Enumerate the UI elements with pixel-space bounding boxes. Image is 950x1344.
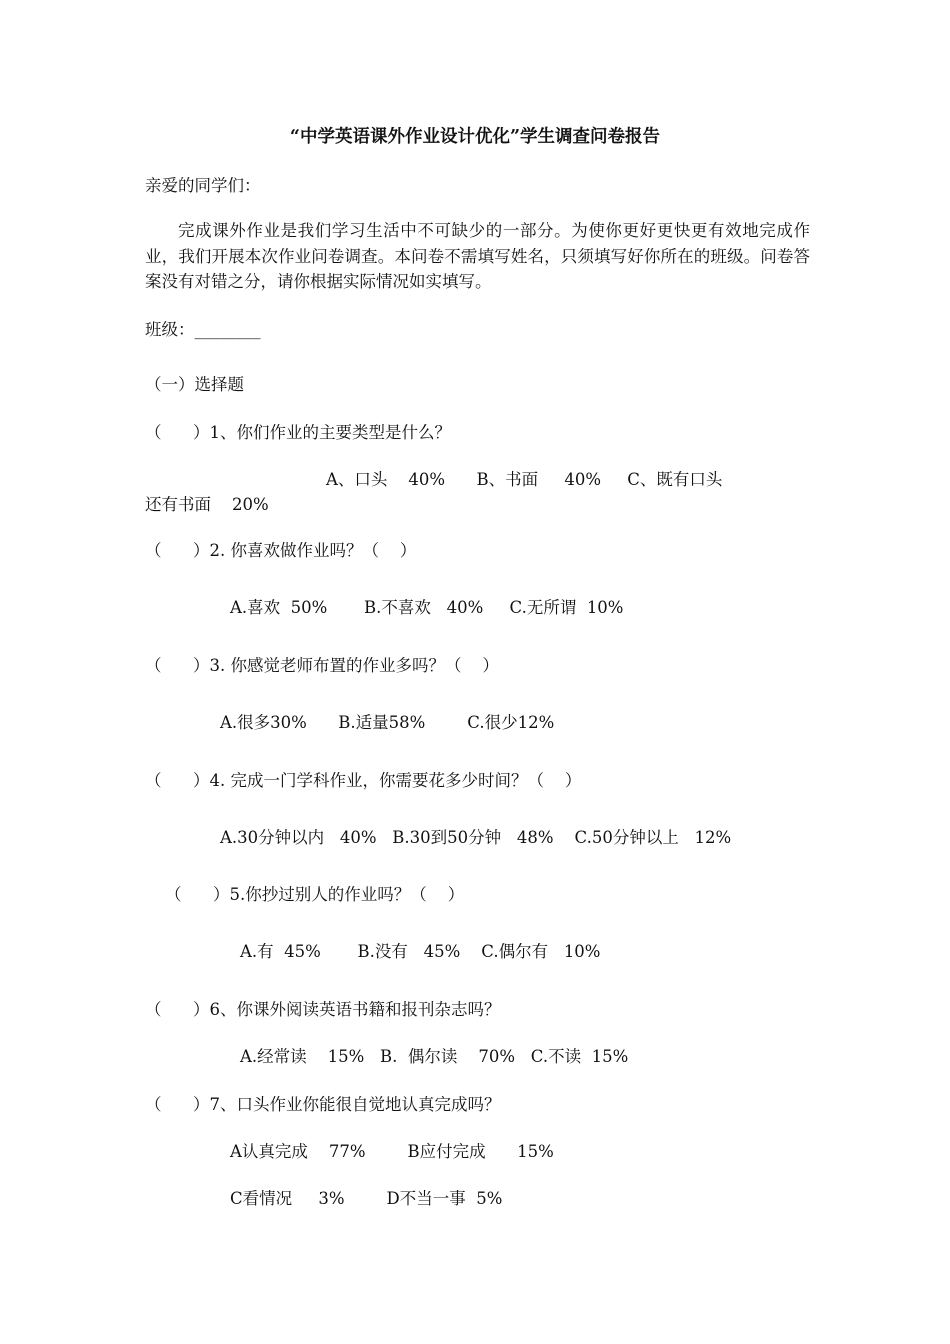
intro-paragraph: 完成课外作业是我们学习生活中不可缺少的一部分。为使你更好更快更有效地完成作业，我们开展本次作业问卷调查。本问卷不需填写姓名，只须填写好你所在的班级。问卷答案没有对错之分，请你根据实际情况如实填写。 [145,221,810,291]
question-6-options: A.经常读 15% B. 偶尔读 70% C.不读 15% [240,1047,629,1066]
question-7-options-line-2: C看情况 3% D不当一事 5% [230,1189,503,1208]
question-1-options-line-1: A、口头 40% B、书面 40% C、既有口头 [326,470,723,489]
class-field: 班级：________ [145,320,261,339]
question-3-prompt: （ ）3. 你感觉老师布置的作业多吗？（ ） [145,656,499,675]
question-4-prompt: （ ）4. 完成一门学科作业，你需要花多少时间？（ ） [145,771,582,790]
greeting: 亲爱的同学们： [145,176,261,195]
question-5-options: A.有 45% B.没有 45% C.偶尔有 10% [240,942,601,961]
section-title: （一）选择题 [145,375,244,394]
question-2-prompt: （ ）2. 你喜欢做作业吗？（ ） [145,541,417,560]
question-7-options-line-1: A认真完成 77% B应付完成 15% [230,1142,554,1161]
question-1-options-line-2: 还有书面 20% [145,495,269,514]
document-title: “中学英语课外作业设计优化”学生调查问卷报告 [289,127,661,147]
question-1-prompt: （ ）1、你们作业的主要类型是什么？ [145,423,451,442]
question-5-prompt: （ ）5.你抄过别人的作业吗？（ ） [165,885,465,904]
question-6-prompt: （ ）6、你课外阅读英语书籍和报刊杂志吗？ [145,1000,501,1019]
question-7-prompt: （ ）7、口头作业你能很自觉地认真完成吗？ [145,1095,501,1114]
question-3-options: A.很多30% B.适量58% C.很少12% [220,713,555,732]
question-2-options: A.喜欢 50% B.不喜欢 40% C.无所谓 10% [230,598,624,617]
question-4-options: A.30分钟以内 40% B.30到50分钟 48% C.50分钟以上 12% [220,828,732,847]
